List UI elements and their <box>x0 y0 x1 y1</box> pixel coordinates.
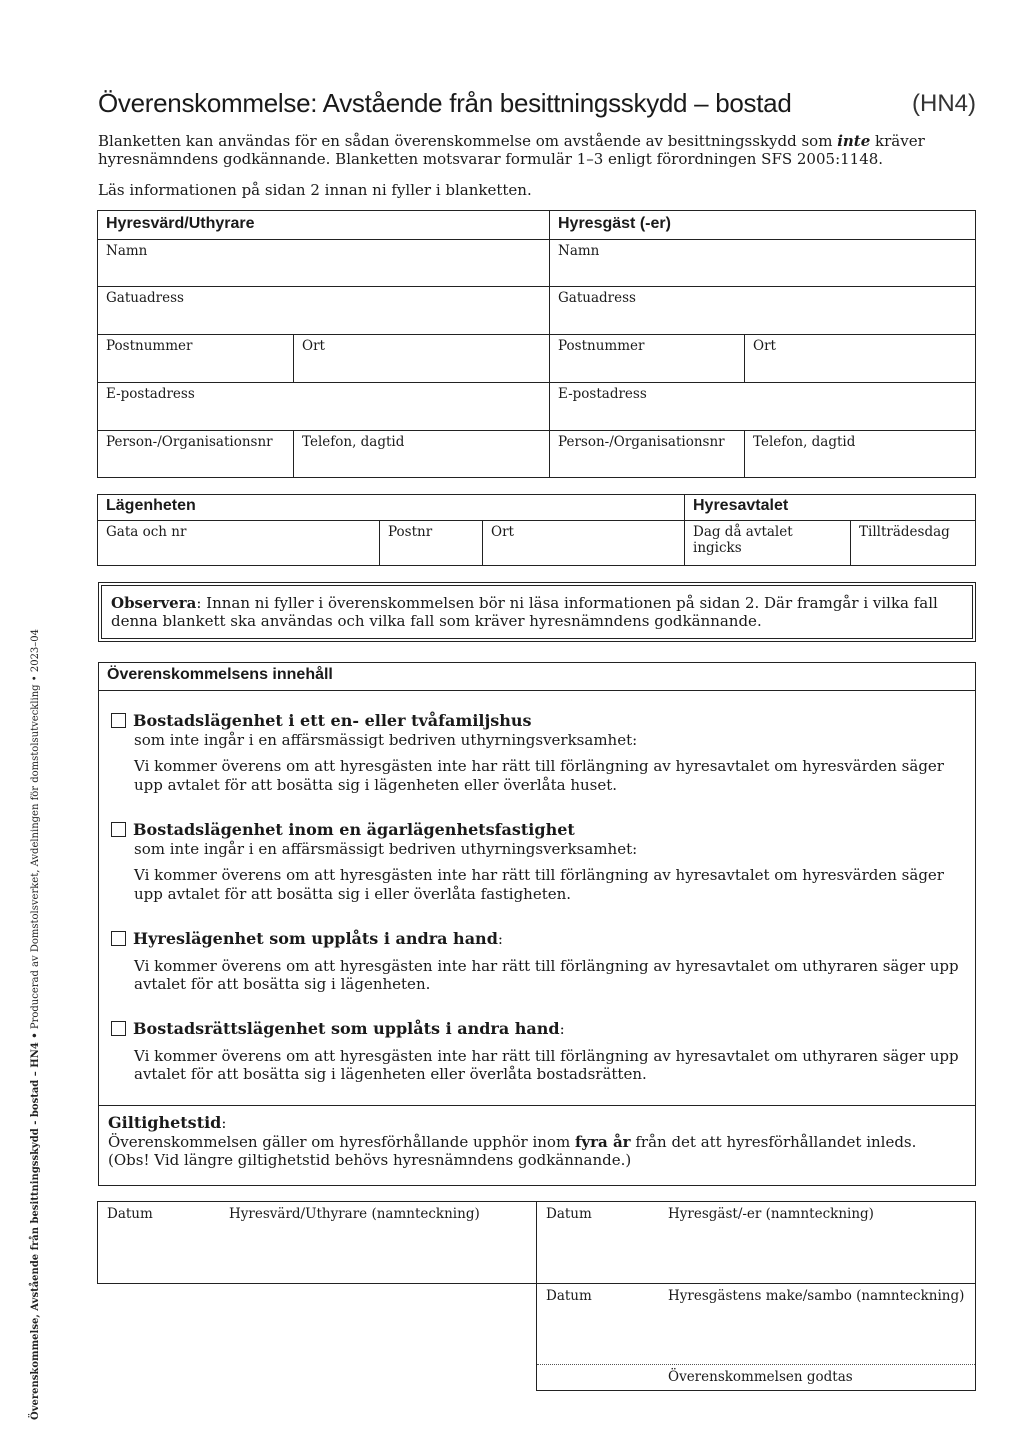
option-3-checkbox[interactable] <box>111 931 126 946</box>
tenant-sign-field[interactable] <box>537 1202 975 1284</box>
tenant-postcode-field[interactable] <box>549 334 744 382</box>
notice-box <box>98 582 976 642</box>
option-3-text: Vi kommer överens om att hyresgästen inte har rätt till förlängning av hyresavtalet om uthyraren säger upp avtalet för att bosätta sig i lägenheten. <box>134 956 959 993</box>
option-4-checkbox[interactable] <box>111 1021 126 1036</box>
apartment-postcode-field[interactable] <box>379 520 482 566</box>
landlord-email-field[interactable] <box>98 382 549 430</box>
option-1-title: Bostadslägenhet i ett en- eller tvåfamiljshus <box>133 711 532 730</box>
option-1-checkbox[interactable] <box>111 713 126 728</box>
validity-title: Giltighetstid <box>108 1113 222 1132</box>
landlord-phone-field[interactable] <box>293 430 549 478</box>
landlord-postcode-field[interactable] <box>98 334 293 382</box>
landlord-signature-box[interactable] <box>97 1201 537 1284</box>
tenant-postcode-label: Postnummer <box>558 338 645 354</box>
apartment-city-field[interactable] <box>482 520 684 566</box>
lease-date-label: Dag då avtalet ingicks <box>693 524 793 556</box>
tenant-email-label: E-postadress <box>558 386 647 402</box>
notice-body: : Innan ni fyller i överenskommelsen bör ni läsa informationen på sidan 2. Där framgår i vilka fall denna blankett ska användas och vilka fall som kräver hyresnämndens godkännande. <box>111 594 938 630</box>
tenant-sign-date-label: Datum <box>546 1206 592 1222</box>
option-1-text: Vi kommer överens om att hyresgästen inte har rätt till förlängning av hyresavtalet om hyresvärden säger upp avtalet för att bosätta sig i lägenheten eller överlåta huset. <box>134 757 944 794</box>
option-2-title: Bostadslägenhet inom en ägarlägenhetsfastighet <box>133 820 575 839</box>
apartment-postcode-label: Postnr <box>388 524 433 540</box>
tenant-city-field[interactable] <box>744 334 975 382</box>
intro-text-a: Blanketten kan användas för en sådan överenskommelse om avstående av besittningsskydd som <box>98 132 838 150</box>
landlord-name-field[interactable] <box>98 239 549 286</box>
tenant-signature-box <box>536 1201 976 1391</box>
validity-section <box>99 1105 975 1185</box>
landlord-sign-label: Hyresvärd/Uthyrare (namnteckning) <box>229 1206 480 1222</box>
option-1 <box>111 712 971 794</box>
spouse-sign-field[interactable] <box>537 1284 975 1365</box>
option-4-title: Bostadsrättslägenhet som upplåts i andra hand <box>133 1019 560 1038</box>
landlord-id-field[interactable] <box>98 430 293 478</box>
notice-label: Observera <box>111 594 197 612</box>
form-code: (HN4) <box>912 90 976 117</box>
page-title: Överenskommelse: Avstående från besittningsskydd – bostad <box>98 88 792 118</box>
spouse-sign-label: Hyresgästens make/sambo (namnteckning) <box>668 1288 965 1304</box>
option-2-text: Vi kommer överens om att hyresgästen inte har rätt till förlängning av hyresavtalet om hyresvärden säger upp avtalet för att bosätta sig i eller överlåta fastigheten. <box>134 866 944 903</box>
notice-text <box>101 585 973 639</box>
option-2-sub: som inte ingår i en affärsmässigt bedriven uthyrningsverksamhet: <box>134 839 638 858</box>
apartment-city-label: Ort <box>491 524 514 540</box>
landlord-name-label: Namn <box>106 243 148 259</box>
intro-text-b: kräver hyresnämndens godkännande. Blanketten motsvarar formulär 1–3 enligt förordningen SFS 2005:1148. <box>98 132 925 168</box>
validity-colon: : <box>221 1114 227 1132</box>
apartment-street-field[interactable] <box>98 520 379 566</box>
accepted-label: Överenskommelsen godtas <box>668 1369 853 1385</box>
sidebar-footer <box>30 629 41 1420</box>
access-date-field[interactable] <box>850 520 975 566</box>
validity-text <box>108 1133 966 1152</box>
option-3 <box>111 930 971 994</box>
option-2-checkbox[interactable] <box>111 822 126 837</box>
sidebar-footer-title: Överenskommelse, Avstående från besittningsskydd - bostad – HN4 • <box>30 1032 41 1420</box>
apartment-lease-box <box>97 494 976 566</box>
apartment-street-label: Gata och nr <box>106 524 187 540</box>
validity-text-a: Överenskommelsen gäller om hyresförhållande upphör inom <box>108 1132 575 1151</box>
option-3-colon: : <box>497 930 503 948</box>
sidebar-footer-producer: Producerad av Domstolsverket, Avdelningen för domstolsutveckling • 2023–04 <box>30 628 41 1033</box>
landlord-street-label: Gatuadress <box>106 290 184 306</box>
access-date-label: Tillträdesdag <box>859 524 950 540</box>
spouse-sign-date-label: Datum <box>546 1288 592 1304</box>
tenant-id-label: Person-/Organisationsnr <box>558 434 725 450</box>
landlord-id-label: Person-/Organisationsnr <box>106 434 273 450</box>
option-1-sub: som inte ingår i en affärsmässigt bedriven uthyrningsverksamhet: <box>134 730 638 749</box>
tenant-phone-field[interactable] <box>744 430 975 478</box>
validity-bold: fyra år <box>574 1132 631 1151</box>
option-4-text: Vi kommer överens om att hyresgästen inte har rätt till förlängning av hyresavtalet om uthyraren säger upp avtalet för att bosätta sig i lägenheten eller överlåta bostadsrätten. <box>134 1046 959 1083</box>
lease-heading: Hyresavtalet <box>684 495 975 520</box>
intro-text <box>98 132 978 168</box>
tenant-heading: Hyresgäst (-er) <box>549 211 975 239</box>
option-2 <box>111 821 971 903</box>
tenant-sign-label: Hyresgäst/-er (namnteckning) <box>668 1206 874 1222</box>
tenant-email-field[interactable] <box>549 382 975 430</box>
intro-emphasis: inte <box>837 132 871 150</box>
option-3-title: Hyreslägenhet som upplåts i andra hand <box>133 929 498 948</box>
landlord-heading: Hyresvärd/Uthyrare <box>106 215 255 232</box>
landlord-sign-date-label: Datum <box>107 1206 153 1222</box>
tenant-city-label: Ort <box>753 338 776 354</box>
landlord-postcode-label: Postnummer <box>106 338 193 354</box>
landlord-street-field[interactable] <box>98 286 549 334</box>
validity-text-b: från det att hyresförhållandet inleds. <box>630 1132 917 1151</box>
apartment-heading: Lägenheten <box>106 497 196 514</box>
option-4 <box>111 1020 971 1084</box>
tenant-street-label: Gatuadress <box>558 290 636 306</box>
tenant-phone-label: Telefon, dagtid <box>753 434 856 450</box>
tenant-name-label: Namn <box>558 243 600 259</box>
content-heading: Överenskommelsens innehåll <box>99 663 975 691</box>
read-first-text: Läs informationen på sidan 2 innan ni fyller i blanketten. <box>98 181 532 199</box>
tenant-id-field[interactable] <box>549 430 744 478</box>
landlord-city-label: Ort <box>302 338 325 354</box>
landlord-email-label: E-postadress <box>106 386 195 402</box>
tenant-name-field[interactable] <box>549 239 975 286</box>
lease-date-field[interactable] <box>684 520 850 566</box>
agreement-content-box <box>98 662 976 1186</box>
landlord-phone-label: Telefon, dagtid <box>302 434 405 450</box>
landlord-city-field[interactable] <box>293 334 549 382</box>
validity-note: (Obs! Vid längre giltighetstid behövs hyresnämndens godkännande.) <box>108 1151 632 1169</box>
option-4-colon: : <box>559 1020 565 1038</box>
parties-box <box>97 210 976 478</box>
tenant-street-field[interactable] <box>549 286 975 334</box>
